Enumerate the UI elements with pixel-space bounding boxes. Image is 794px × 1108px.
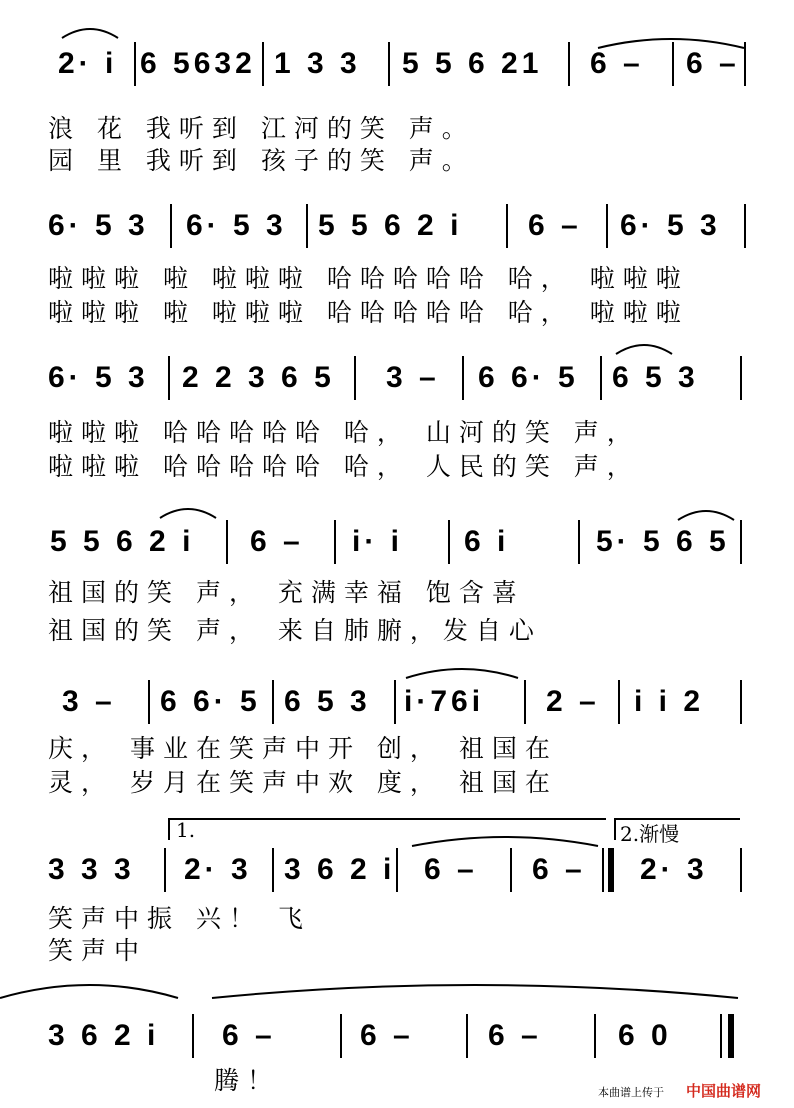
final-barline: [720, 1014, 722, 1058]
measure: 3 6 2 i: [48, 1019, 160, 1052]
lyric-line: 笑声中振 兴！ 飞: [48, 904, 311, 933]
measure: 1 3 3: [274, 47, 361, 80]
measure: 6· 5 3: [620, 209, 721, 242]
barline: [462, 356, 464, 400]
barline: [466, 1014, 468, 1058]
measure: i·76i: [404, 685, 485, 718]
barline: [306, 204, 308, 248]
barline: [744, 204, 746, 248]
barline: [168, 356, 170, 400]
volta-tick: [614, 818, 616, 840]
tie-arc: [210, 972, 740, 1002]
measure: 6 –: [590, 47, 644, 80]
lyric-line: 啦啦啦 啦 啦啦啦 哈哈哈哈哈 哈， 啦啦啦: [48, 264, 689, 293]
volta-second-label: 2.渐慢: [620, 822, 680, 846]
tie-arc: [60, 20, 120, 40]
measure: 3 6 2 i: [284, 853, 396, 886]
barline: [448, 520, 450, 564]
volta-tick: [168, 818, 170, 840]
barline: [170, 204, 172, 248]
barline: [600, 356, 602, 400]
lyric-line: 啦啦啦 啦 啦啦啦 哈哈哈哈哈 哈， 啦啦啦: [48, 298, 689, 327]
measure: 5 5 6 21: [402, 47, 543, 80]
measure: 6 6· 5: [160, 685, 261, 718]
measure: 2 –: [546, 685, 600, 718]
measure: 6 5632: [140, 47, 256, 80]
measure: i i 2: [634, 685, 705, 718]
measure: 6 –: [686, 47, 740, 80]
lyric-line: 啦啦啦 哈哈哈哈哈 哈， 人民的笑 声，: [48, 452, 640, 481]
lyric-line: 灵， 岁月在笑声中欢 度， 祖国在: [48, 768, 558, 797]
barline: [740, 680, 742, 724]
barline: [506, 204, 508, 248]
lyric-line: 祖国的笑 声， 充满幸福 饱含喜: [48, 578, 525, 607]
tie-arc: [614, 336, 674, 356]
barline: [606, 204, 608, 248]
upload-note: 本曲谱上传于: [598, 1086, 664, 1099]
measure: 6 5 3: [284, 685, 371, 718]
score-row-7: [0, 1010, 794, 1062]
tie-arc: [676, 502, 736, 522]
measure: 3 –: [386, 361, 440, 394]
measure: 6· 5 3: [48, 209, 149, 242]
lyric-line: 祖国的笑 声， 来自肺腑，发自心: [48, 616, 542, 645]
barline: [568, 42, 570, 86]
barline: [164, 848, 166, 892]
barline: [262, 42, 264, 86]
site-logo[interactable]: 中国曲谱网: [686, 1082, 762, 1100]
barline: [340, 1014, 342, 1058]
lyric-line: 园 里 我听到 孩子的笑 声。: [48, 146, 475, 175]
score-row-5: [0, 676, 794, 728]
barline: [578, 520, 580, 564]
measure: 5 5 6 2 i: [318, 209, 463, 242]
barline: [192, 1014, 194, 1058]
measure: 3 3 3: [48, 853, 135, 886]
score-row-6: [0, 844, 794, 896]
barline: [272, 680, 274, 724]
measure: 6 –: [424, 853, 478, 886]
measure: 6· 5 3: [48, 361, 149, 394]
barline: [524, 680, 526, 724]
measure: 2· 3: [184, 853, 252, 886]
tie-arc: [158, 500, 218, 520]
measure: 6 6· 5: [478, 361, 579, 394]
measure: 6 –: [360, 1019, 414, 1052]
measure: 6 –: [528, 209, 582, 242]
tie-arc: [404, 660, 520, 680]
volta-first-bracket: [168, 818, 606, 820]
measure: 2· i: [58, 47, 118, 80]
score-row-2: [0, 200, 794, 252]
tie-arc: [596, 30, 746, 50]
measure: 2· 3: [640, 853, 708, 886]
lyric-line: 笑声中: [48, 936, 148, 965]
barline: [394, 680, 396, 724]
lyric-line: 腾！: [214, 1066, 281, 1095]
barline: [148, 680, 150, 724]
measure: 6 0: [618, 1019, 672, 1052]
barline: [388, 42, 390, 86]
measure: 5 5 6 2 i: [50, 525, 195, 558]
measure: 3 –: [62, 685, 116, 718]
barline: [740, 520, 742, 564]
barline: [334, 520, 336, 564]
measure: 6 –: [532, 853, 586, 886]
final-barline: [728, 1014, 734, 1058]
barline: [740, 848, 742, 892]
measure: i· i: [352, 525, 403, 558]
repeat-barline: [602, 848, 604, 892]
barline: [396, 848, 398, 892]
measure: 6 i: [464, 525, 510, 558]
barline: [740, 356, 742, 400]
lyric-line: 啦啦啦 哈哈哈哈哈 哈， 山河的笑 声，: [48, 418, 640, 447]
volta-first-label: 1.: [176, 818, 196, 842]
measure: 6 5 3: [612, 361, 699, 394]
measure: 6 –: [250, 525, 304, 558]
score-row-3: [0, 352, 794, 404]
barline: [272, 848, 274, 892]
tie-arc: [0, 972, 180, 1002]
measure: 6 –: [488, 1019, 542, 1052]
measure: 6· 5 3: [186, 209, 287, 242]
barline: [594, 1014, 596, 1058]
barline: [226, 520, 228, 564]
barline: [618, 680, 620, 724]
barline: [510, 848, 512, 892]
barline: [354, 356, 356, 400]
measure: 2 2 3 6 5: [182, 361, 335, 394]
repeat-barline: [608, 848, 614, 892]
barline: [134, 42, 136, 86]
lyric-line: 浪 花 我听到 江河的笑 声。: [48, 114, 475, 143]
score-row-4: [0, 516, 794, 568]
measure: 5· 5 6 5: [596, 525, 730, 558]
measure: 6 –: [222, 1019, 276, 1052]
lyric-line: 庆， 事业在笑声中开 创， 祖国在: [48, 734, 558, 763]
tie-arc: [410, 828, 600, 848]
